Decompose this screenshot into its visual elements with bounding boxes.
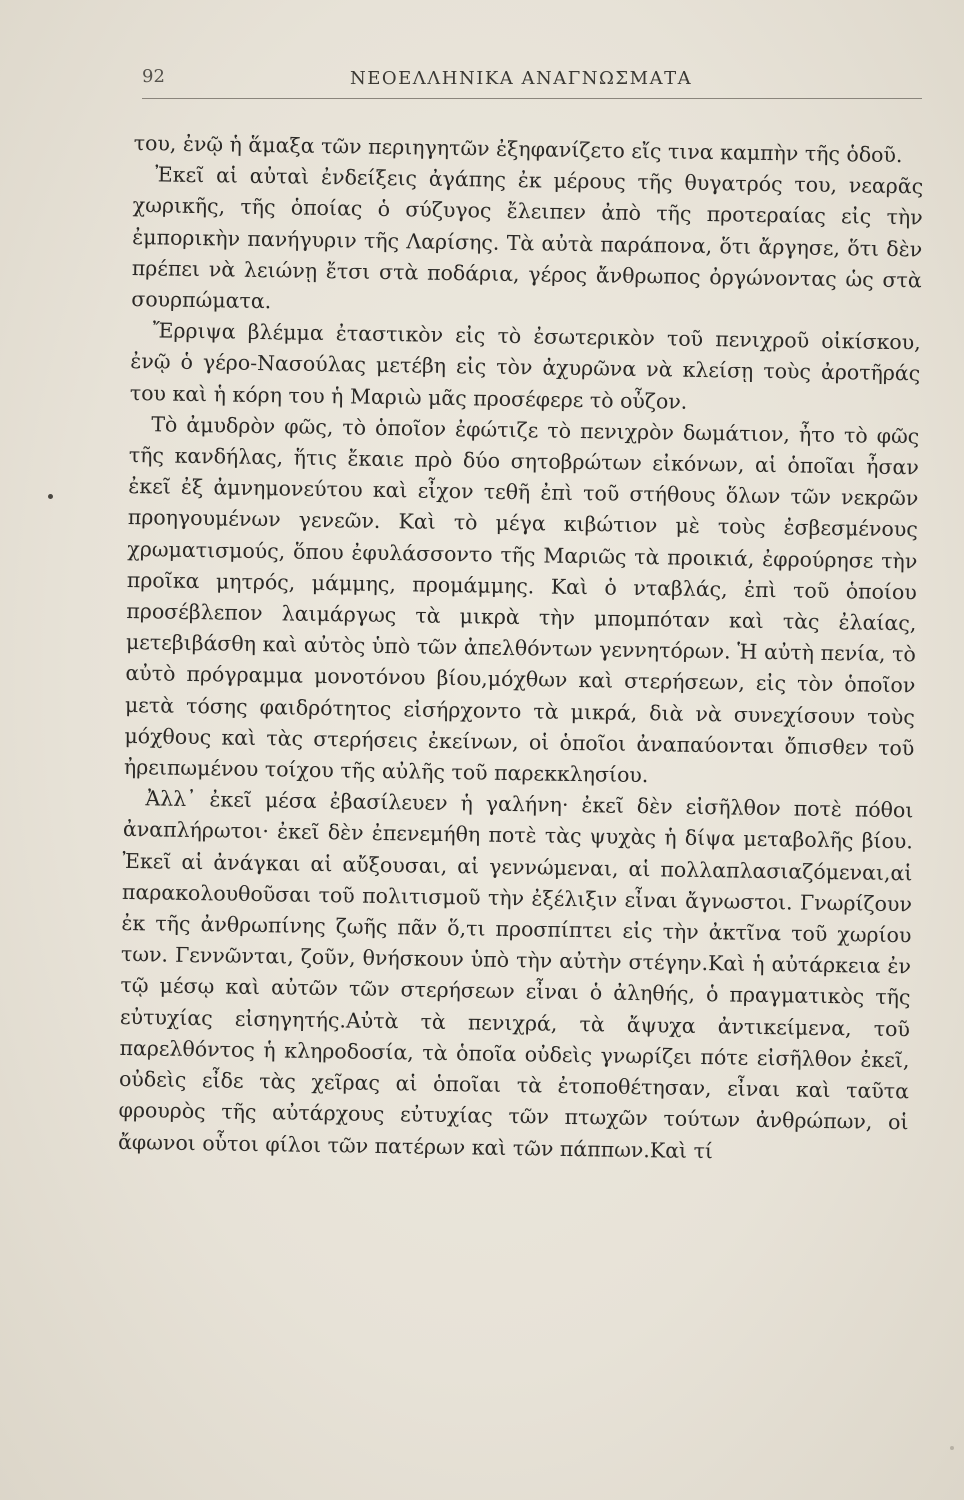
running-title: ΝΕΟΕΛΛΗΝΙΚΑ ΑΝΑΓΝΩΣΜΑΤΑ bbox=[350, 68, 693, 89]
running-header bbox=[142, 64, 922, 99]
paragraph-3: Ἔρριψα βλέμμα ἐταστικὸν εἰς τὸ ἐσωτερικὸν τοῦ πενιχροῦ οἰκίσκου, ἐνῷ ὁ γέρο-Νασούλας μετέβη εἰς τὸν ἀχυρῶνα νὰ κλείσῃ τοὺς ἀροτῆράς του καὶ ἡ κόρη του ἡ Μαριὼ μᾶς προσέφερε τὸ οὖζον. bbox=[129, 318, 921, 414]
paragraph-5: Ἀλλ᾿ ἐκεῖ μέσα ἐβασίλευεν ἡ γαλήνη· ἐκεῖ δὲν εἰσῆλθον ποτὲ πόθοι ἀναπλήρωτοι· ἐκεῖ δὲν ἐπενεμήθη ποτὲ τὰς ψυχὰς ἡ δίψα μεταβολῆς βίου. Ἐκεῖ αἱ ἀνάγκαι αἱ αὔξουσαι, αἱ γεννώμεναι, αἱ πολλαπλασιαζόμεναι,αἱ παρακολουθοῦσαι τοῦ πολιτισμοῦ τὴν ἐξέλιξιν εἶναι ἄγνωστοι. Γνωρίζουν ἐκ τῆς ἀνθρωπίνης ζωῆς πᾶν ὅ,τι προσπίπτει εἰς τὴν ἀκτῖνα τοῦ χωρίου των. Γεννῶνται, ζοῦν, θνήσκουν ὑπὸ τὴν αὐτὴν στέγην.Καὶ ἡ αὐτάρκεια ἐν τῷ μέσῳ καὶ αὐτῶν τῶν στερήσεων εἶναι ὁ ἀληθής, ὁ πραγματικὸς τῆς εὐτυχίας εἰσηγητής.Αὐτὰ τὰ πενιχρά, τὰ ἄψυχα ἀντικείμενα, τοῦ παρελθόντος ἡ κληροδοσία, τὰ ὁποῖα οὐδεὶς γνωρίζει πότε εἰσῆλθον ἐκεῖ, οὐδεὶς εἶδε τὰς χεῖρας αἱ ὁποῖαι τὰ ἐτοποθέτησαν, εἶναι καὶ ταῦτα φρουρὸς τῆς αὐτάρχους εὐτυχίας τῶν πτωχῶν τούτων ἀνθρώπων, οἱ ἄφωνοι οὗτοι φίλοι τῶν πατέρων καὶ τῶν πάππων.Καὶ τί bbox=[117, 786, 914, 1163]
paragraph-4: Τὸ ἀμυδρὸν φῶς, τὸ ὁποῖον ἐφώτιζε τὸ πενιχρὸν δωμάτιον, ἦτο τὸ φῶς τῆς κανδήλας, ἥτις ἔκαιε πρὸ δύο σητοβρώτων εἰκόνων, αἱ ὁποῖαι ἦσαν ἐκεῖ ἐξ ἀμνημονεύτου καὶ εἶχον τεθῆ ἐπὶ τοῦ στήθους ὅλων τῶν νεκρῶν προηγουμένων γενεῶν. Καὶ τὸ μέγα κιβώτιον μὲ τοὺς ἐσβεσμένους χρωματισμούς, ὅπου ἐφυλάσσοντο τῆς Μαριῶς τὰ προικιά, ἐφρούρησε τὴν προῖκα μητρός, μάμμης, προμάμμης. Καὶ ὁ νταβλάς, ἐπὶ τοῦ ὁποίου προσέβλεπον λαιμάργως τὰ μικρὰ τὴν μπομπόταν καὶ τὰς ἐλαίας, μετεβιβάσθη καὶ αὐτὸς ὑπὸ τῶν ἀπελθόντων γεννητόρων. Ἡ αὐτὴ πενία, τὸ αὐτὸ πρόγραμμα μονοτόνου βίου,μόχθων καὶ στερήσεων, εἰς τὸν ὁποῖον μετὰ τόσης φαιδρότητος εἰσήρχοντο τὰ μικρά, διὰ νὰ συνεχίσουν τοὺς μόχθους καὶ τὰς στερήσεις ἐκείνων, οἱ ὁποῖοι ἀναπαύονται ὄπισθεν τοῦ ἠρειπωμένου τοίχου τῆς αὐλῆς τοῦ παρεκκλησίου. bbox=[123, 412, 920, 788]
paragraph-1: του, ἐνῷ ἡ ἅμαξα τῶν περιηγητῶν ἐξηφανίζετο εἴς τινα καμπὴν τῆς ὁδοῦ. bbox=[133, 130, 903, 168]
margin-mark bbox=[48, 494, 53, 499]
body-text bbox=[118, 128, 924, 1170]
paragraph-2: Ἐκεῖ αἱ αὐταὶ ἐνδείξεις ἀγάπης ἐκ μέρους τῆς θυγατρός του, νεαρᾶς χωρικῆς, τῆς ὁποίας ὁ σύζυγος ἔλειπεν ἀπὸ τῆς προτεραίας εἰς τὴν ἐμπορικὴν πανήγυριν τῆς Λαρίσης. Τὰ αὐτὰ παράπονα, ὅτι ἄργησε, ὅτι δὲν πρέπει νὰ λειώνῃ ἔτσι στὰ ποδάρια, γέρος ἄνθρωπος ὀργώνοντας ὡς στὰ σουρπώματα. bbox=[131, 162, 924, 314]
page-number: 92 bbox=[142, 66, 165, 87]
paper-speck bbox=[950, 1446, 954, 1450]
